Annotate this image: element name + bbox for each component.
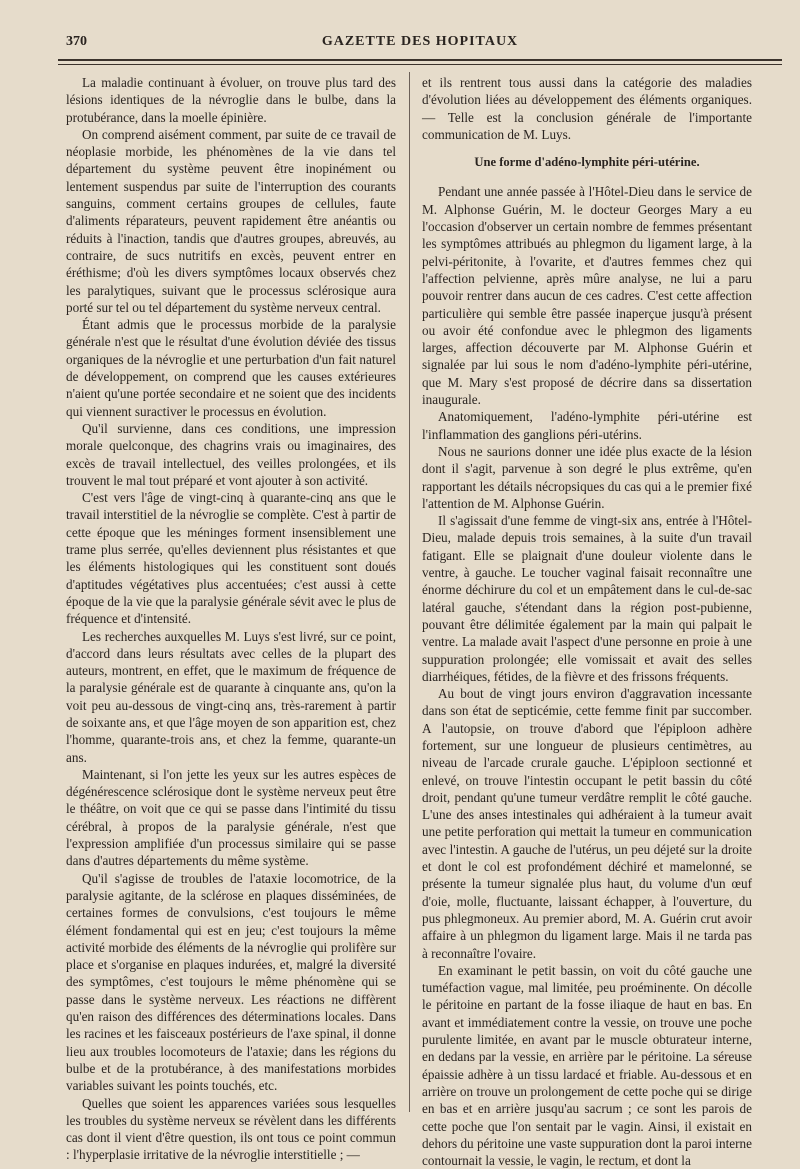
paragraph: Les recherches auxquelles M. Luys s'est livré, sur ce point, d'accord dans leurs résultats avec celles de la plupart des auteurs, montrent, en effet, que le maximum de fréquence de la paralysie générale est de quarante à cinquante ans, qu'on la voit peu au-dessous de vingt-cinq ans, très-rarement à partir de soixante ans, et que l'âge moyen de son apparition est, chez l'homme, quarante-trois ans, et chez la femme, quarante-un ans. (66, 628, 396, 765)
paragraph: Quelles que soient les apparences variées sous lesquelles les troubles du système nerveux se révèlent dans les différents cas dont il vient d'être question, ils ont tous ce point commun : l'hyperplasie irritative de la névroglie interstitielle ; — (66, 1095, 396, 1163)
paragraph: Qu'il s'agisse de troubles de l'ataxie locomotrice, de la paralysie agitante, de la sclérose en plaques disséminées, de certaines formes de convulsions, c'est toujours le même élément fondamental qui est en jeu; c'est toujours la même activité morbide des éléments de la névroglie qui prolifère sur place et s'organise en plaques indurées, et, malgré la diversité des symptômes, c'est toujours le même phénomène qui se passe dans le système nerveux. Les réactions ne diffèrent qu'en raison des différences des déterminations locales. Dans les racines et les faisceaux postérieurs de l'axe spinal, il donne lieu aux troubles locomoteurs de l'ataxie; dans les régions du bulbe et de la protubérance, à des manifestations morbides variables suivant les points touchés, etc. (66, 870, 396, 1094)
paragraph: Maintenant, si l'on jette les yeux sur les autres espèces de dégénérescence sclérosique dont le système nerveux peut être le théâtre, on voit que ce qui se passe dans l'intimité du tissu cérébral, à propos de la paralysie générale, n'est que l'expression amplifiée d'un processus similaire qui se passe dans d'autres départements du même système. (66, 766, 396, 869)
paragraph: Il s'agissait d'une femme de vingt-six ans, entrée à l'Hôtel-Dieu, malade depuis trois semaines, à la suite d'un travail fatigant. Elle se plaignait d'une douleur violente dans le ventre, à gauche. Le toucher vaginal faisait reconnaître une énorme déchirure du col et un empâtement dans le cul-de-sac latéral gauche, s'étendant dans la région post-pubienne, pouvant être délimitée également par la main qui palpait le ventre. La malade avait l'aspect d'une personne en proie à une suppuration prolongée; elle vomissait et avait des selles diarrhéiques, fétides, de la fièvre et des frissons fréquents. (422, 513, 752, 684)
page-number: 370 (66, 34, 87, 49)
column-divider (409, 72, 410, 1112)
paragraph-continued: et ils rentrent tous aussi dans la catégorie des maladies d'évolution liées au développement des éléments organiques. — Telle est la conclusion générale de l'importante communication de M. Luys. (422, 75, 752, 142)
page-header (60, 30, 780, 56)
paragraph: Pendant une année passée à l'Hôtel-Dieu dans le service de M. Alphonse Guérin, M. le docteur Georges Mary a eu l'occasion d'observer un certain nombre de femmes présentant les symptômes attribués au phlegmon du ligament large, à la pelvi-péritonite, à l'ovarite, et d'autres femmes chez qui l'affection pelvienne, après mûre analyse, ne lui a paru pouvoir rentrer dans aucun de ces cadres. C'est cette affection particulière qui semble être passée inaperçue jusqu'à présent ou avoir été confondue avec le phlegmon des ligaments larges, affection découverte par M. Alphonse Guérin et signalée par lui sous le nom d'adéno-lymphite péri-utérine, que M. Mary s'est proposé de décrire dans sa dissertation inaugurale. (422, 184, 752, 408)
paragraph: La maladie continuant à évoluer, on trouve plus tard des lésions identiques de la névroglie dans le bulbe, dans la protubérance, dans la moelle épinière. (66, 75, 396, 125)
paragraph: En examinant le petit bassin, on voit du côté gauche une tuméfaction vague, mal limitée, peu proéminente. On décolle le péritoine en partant de la fosse iliaque de haut en bas. En avant et immédiatement contre la vessie, on trouve une poche purulente limitée, en avant par le muscle obturateur interne, en dedans par la vessie, en arrière par le péritoine. La séreuse épaissie adhère à un tissu lardacé et friable. Au-dessous et en arrière on trouve un prolongement de cette poche qui se dirige en bas et en arrière jusqu'au sacrum ; ce sont les parois de cette poche que l'on sentait par le vagin. Ainsi, il existait en dehors du péritoine une vaste suppuration dont la paroi interne contournait la vessie, le vagin, le rectum, et dont la (422, 962, 752, 1169)
paragraph: Au bout de vingt jours environ d'aggravation incessante dans son état de septicémie, cette femme finit par succomber. A l'autopsie, on trouve d'abord que l'épiploon adhère fortement, sur une longueur de plusieurs centimètres, au niveau de l'arcade crurale gauche. L'épiploon sectionné et enlevé, on trouve l'intestin occupant le petit bassin du côté droit, pendant qu'une tumeur verdâtre remplit le côté gauche. L'une des anses intestinales qui adhéraient à la tumeur avait une petite perforation qui mettait la tumeur en communication avec l'intestin. A gauche de l'utérus, un peu déjeté sur la droite et dont le col est profondément déchiré et mamelonné, se présente la tumeur signalée plus haut, du volume d'un œuf d'oie, molle, fluctuante, laissant échapper, à l'ouverture, du pus phlegmoneux. Au premier abord, M. A. Guérin crut avoir affaire à un phlegmon du ligament large. Mais il ne tarda pas à reconnaître l'ovaire. (422, 686, 752, 961)
paragraph: Anatomiquement, l'adéno-lymphite péri-utérine est l'inflammation des ganglions péri-utérins. (422, 409, 752, 442)
journal-title: GAZETTE DES HOPITAUX (321, 34, 519, 49)
paragraph: Qu'il survienne, dans ces conditions, une impression morale quelconque, des chagrins vrais ou imaginaires, des excès de travail intellectuel, des veilles prolongées, et ils trouvent le mal tout préparé et vont ajouter à son activité. (66, 420, 396, 488)
right-column (422, 74, 752, 1169)
header-rule-thin (58, 64, 782, 65)
paragraph: On comprend aisément comment, par suite de ce travail de néoplasie morbide, les phénomènes de la vie dans tel département du système peuvent être inopinément ou lentement suspendus par suite de l'interruption des courants sanguins, comment certains groupes de cellules, faute d'aliments réparateurs, peuvent rapidement être anéantis ou réduits à l'inaction, tandis que d'autres groupes, abreuvés, au contraire, de sucs nutritifs en excès, peuvent entrer en éréthisme; d'où les divers symptômes locaux observés chez les paralytiques, suivant que le processus sclérosique aura porté sur tel ou tel département du système nerveux central. (66, 126, 396, 315)
header-rule-thick (58, 59, 782, 61)
paragraph: Étant admis que le processus morbide de la paralysie générale n'est que le résultat d'une évolution déviée des tissus organiques de la névroglie et une perturbation d'un fait naturel de développement, on comprend que les causes extérieures n'aient qu'une portée secondaire et ne soient que des incidents qui viennent suractiver le processus en évolution. (66, 317, 396, 419)
paragraph: Nous ne saurions donner une idée plus exacte de la lésion dont il s'agit, parvenue à son degré le plus extrême, qu'en rapportant les détails nécropsiques du cas qui a le premier fixé l'attention de M. Alphonse Guérin. (422, 443, 752, 511)
left-column (66, 74, 396, 1164)
section-title: Une forme d'adéno-lymphite péri-utérine. (474, 155, 700, 170)
paragraph: C'est vers l'âge de vingt-cinq à quarante-cinq ans que le travail interstitiel de la névroglie se complète. C'est à partir de cette époque que les méninges forment insensiblement une trame plus serrée, qu'elles deviennent plus résistantes et que les éléments histologiques qui les constituent sont doués d'aptitudes végétatives plus accentuées; c'est aussi à cette époque de la vie que la paralysie générale sévit avec le plus de fréquence et d'intensité. (66, 490, 396, 627)
